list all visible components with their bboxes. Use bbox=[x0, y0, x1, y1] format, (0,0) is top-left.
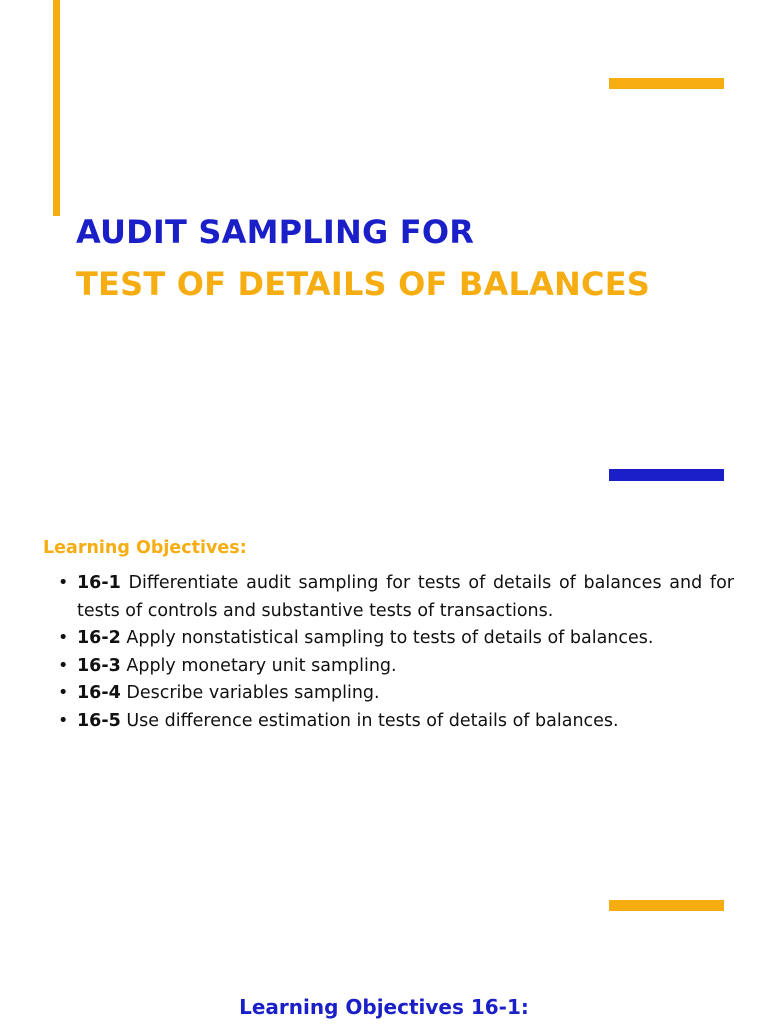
objective-item bbox=[58, 680, 734, 708]
objectives-list bbox=[58, 570, 734, 735]
objective-code: 16-2 bbox=[77, 628, 121, 648]
objective-item bbox=[58, 625, 734, 653]
objective-code: 16-4 bbox=[77, 683, 121, 703]
objective-code: 16-5 bbox=[77, 710, 121, 731]
document-title bbox=[76, 206, 650, 310]
accent-bar-top bbox=[609, 78, 724, 89]
accent-vertical-line bbox=[53, 0, 60, 216]
objectives-heading: Learning Objectives: bbox=[43, 538, 247, 558]
title-line-2: TEST OF DETAILS OF BALANCES bbox=[76, 265, 651, 303]
objective-item bbox=[58, 708, 734, 736]
objective-text: Apply nonstatistical sampling to tests of details of balances. bbox=[120, 628, 654, 648]
next-section-heading: Learning Objectives 16-1: bbox=[239, 995, 529, 1019]
objective-text: Differentiate audit sampling for tests of details of balances and for tests of controls and substantive tests of transactions. bbox=[77, 573, 734, 621]
accent-bar-bottom bbox=[609, 900, 724, 911]
objective-text: Use difference estimation in tests of details of balances. bbox=[120, 710, 619, 731]
objective-code: 16-3 bbox=[77, 655, 121, 676]
title-line-1: AUDIT SAMPLING FOR bbox=[76, 213, 475, 251]
accent-bar-middle bbox=[609, 469, 724, 481]
objective-code: 16-1 bbox=[77, 573, 121, 593]
objective-text: Apply monetary unit sampling. bbox=[120, 655, 397, 676]
objective-text: Describe variables sampling. bbox=[120, 683, 380, 703]
objective-item bbox=[58, 653, 734, 681]
objective-item bbox=[58, 570, 734, 625]
